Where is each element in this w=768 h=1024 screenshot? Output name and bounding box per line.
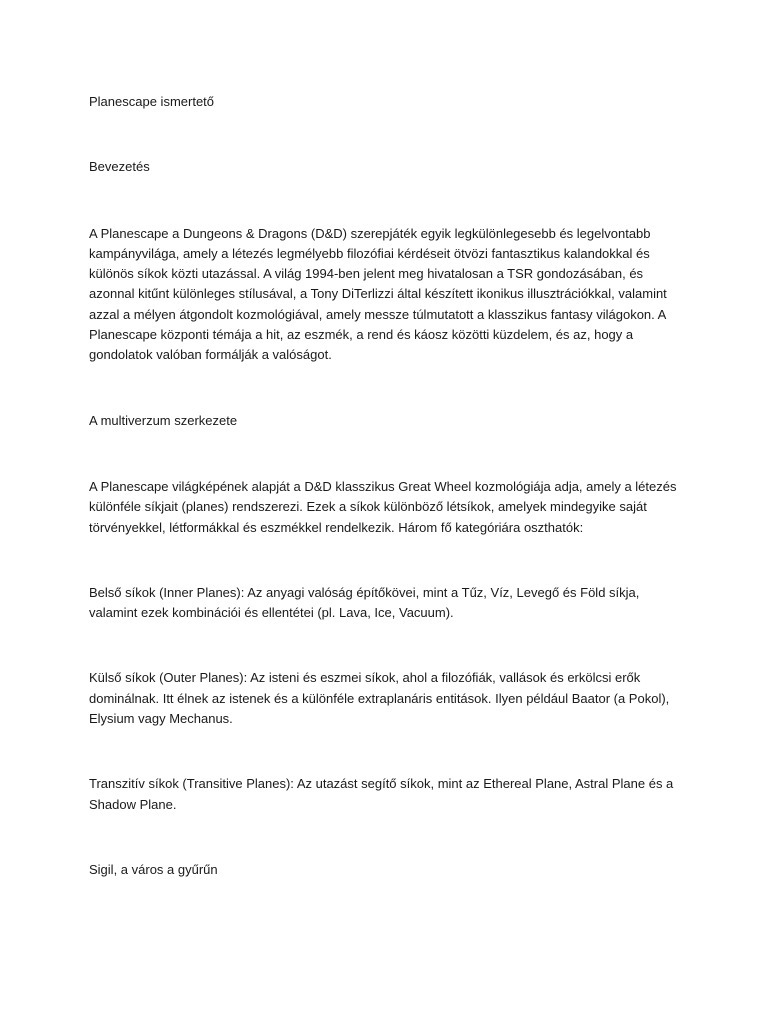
section-heading-bevezetes: Bevezetés — [89, 159, 150, 175]
paragraph-inner-planes: Belső síkok (Inner Planes): Az anyagi valóság építőkövei, mint a Tűz, Víz, Levegő és Föld síkja, valamint ezek kombinációi és ellentétei (pl. Lava, Ice, Vacuum). — [89, 584, 640, 621]
paragraph-outer-planes: Külső síkok (Outer Planes): Az isteni és eszmei síkok, ahol a filozófiák, vallások és erkölcsi erők dominálnak. Itt élnek az istenek és a különféle extraplanáris entitások. Ilyen például Baator (a Pokol), Elysium vagy Mechanus. — [89, 670, 670, 727]
document-body — [89, 92, 679, 880]
document-title: Planescape ismertető — [89, 94, 215, 109]
paragraph-transitive-planes: Transzitív síkok (Transitive Planes): Az utazást segítő síkok, mint az Ethereal Plane, Astral Plane és a Shadow Plane. — [89, 776, 674, 812]
section-heading-multiverzum: A multiverzum szerkezete — [89, 412, 238, 428]
paragraph-multiverzum-intro: A Planescape világképének alapját a D&D klasszikus Great Wheel kozmológiája adja, amely a létezés különféle síkjait (planes) rendszerezi. Ezek a síkok különböző létsíkok, amelyek mindegyike saját törvényekkel, létformákkal és eszmékkel rendelkezik. Három fő kategóriára oszthatók: — [89, 478, 677, 535]
paragraph-intro: A Planescape a Dungeons & Dragons (D&D) szerepjáték egyik legkülönlegesebb és legelvontabb kampányvilága, amely a létezés legmélyebb filozófiai kérdéseit ötvözi fantasztikus kalandokkal és különös síkok közti utazással. A világ 1994-ben jelent meg hivatalosan a TSR gondozásában, és azonnal kitűnt különleges stílusával, a Tony DiTerlizzi által készített ikonikus illusztrációkkal, valamint azzal a mélyen átgondolt kozmológiával, amely messze túlmutatott a klasszikus fantasy világokon. A Planescape központi témája a hit, az eszmék, a rend és káosz közötti küzdelem, és az, hogy a gondolatok valóban formálják a valóságot. — [89, 225, 667, 363]
section-heading-sigil: Sigil, a város a gyűrűn — [89, 861, 218, 877]
